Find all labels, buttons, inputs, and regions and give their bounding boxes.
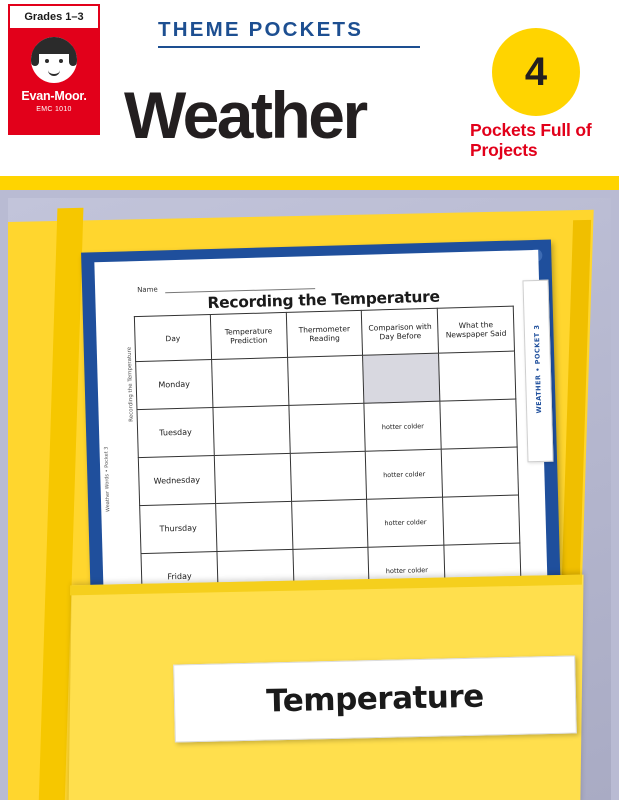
cell-prediction <box>214 453 291 503</box>
worksheet-side-text-secondary: Weather Words • Pocket 3 <box>103 446 112 513</box>
evan-moor-face-icon <box>31 37 77 83</box>
cell-reading <box>287 355 364 405</box>
publisher-code: EMC 1010 <box>36 106 72 113</box>
header-divider-bar <box>0 176 619 190</box>
cell-newspaper <box>441 447 518 497</box>
cell-day: Wednesday <box>138 455 215 505</box>
comparison-choice: hotter colder <box>384 518 427 528</box>
tagline: Pockets Full of Projects <box>470 120 592 160</box>
cell-day: Monday <box>136 360 213 410</box>
cell-comparison <box>367 497 444 547</box>
cell-reading <box>290 451 367 501</box>
cell-reading <box>289 403 366 453</box>
publisher-name: Evan-Moor. <box>21 89 87 103</box>
cell-newspaper <box>439 351 516 401</box>
cell-prediction <box>215 501 292 551</box>
eye-right-icon <box>59 59 63 63</box>
comparison-choice: hotter colder <box>381 422 424 432</box>
cell-day: Thursday <box>140 503 217 553</box>
cover-photo <box>0 190 619 800</box>
column-header-comparison: Comparison with Day Before <box>362 308 439 355</box>
badge-number: 4 <box>524 50 548 94</box>
grades-badge: Grades 1–3 <box>8 4 100 30</box>
page-title: Weather <box>124 78 366 152</box>
cover-photo-inner <box>8 198 611 800</box>
worksheet-side-text: Recording the Temperature <box>126 346 135 422</box>
worksheet-title: Recording the Temperature <box>207 287 440 313</box>
cell-newspaper <box>440 399 517 449</box>
column-header-prediction: Temperature Prediction <box>210 312 287 359</box>
comparison-choice: hotter colder <box>385 566 429 576</box>
hair-shape <box>31 37 77 54</box>
column-header-newspaper: What the Newspaper Said <box>437 306 514 353</box>
comparison-choice: hotter colder <box>383 470 426 480</box>
pocket-side-tab <box>522 280 553 463</box>
column-header-day: Day <box>134 315 211 362</box>
cell-prediction <box>213 405 290 455</box>
cell-comparison <box>366 449 443 499</box>
worksheet-content <box>94 250 547 602</box>
cell-reading <box>291 499 368 549</box>
cell-day: Friday <box>141 551 218 601</box>
column-header-reading: Thermometer Reading <box>286 310 363 357</box>
cell-comparison <box>363 353 440 403</box>
publisher-logo <box>8 30 100 135</box>
series-title-rule <box>158 46 420 48</box>
cover-header <box>0 0 619 188</box>
cell-day: Tuesday <box>137 408 214 458</box>
cell-newspaper <box>443 495 520 545</box>
badge-circle <box>492 28 580 116</box>
pocket-side-tab-label: WEATHER • POCKET 3 <box>532 324 544 414</box>
temperature-recording-table <box>134 306 522 602</box>
blue-backing-page <box>81 240 561 613</box>
series-title: THEME POCKETS <box>158 18 364 41</box>
worksheet-name-label: Name <box>137 285 158 295</box>
smile-icon <box>48 68 60 76</box>
pocket-label-text: Temperature <box>265 678 485 720</box>
worksheet-sheet <box>94 250 547 602</box>
pocket-label-card <box>173 655 577 742</box>
eye-left-icon <box>45 59 49 63</box>
cell-prediction <box>211 357 288 407</box>
cell-comparison <box>364 401 441 451</box>
